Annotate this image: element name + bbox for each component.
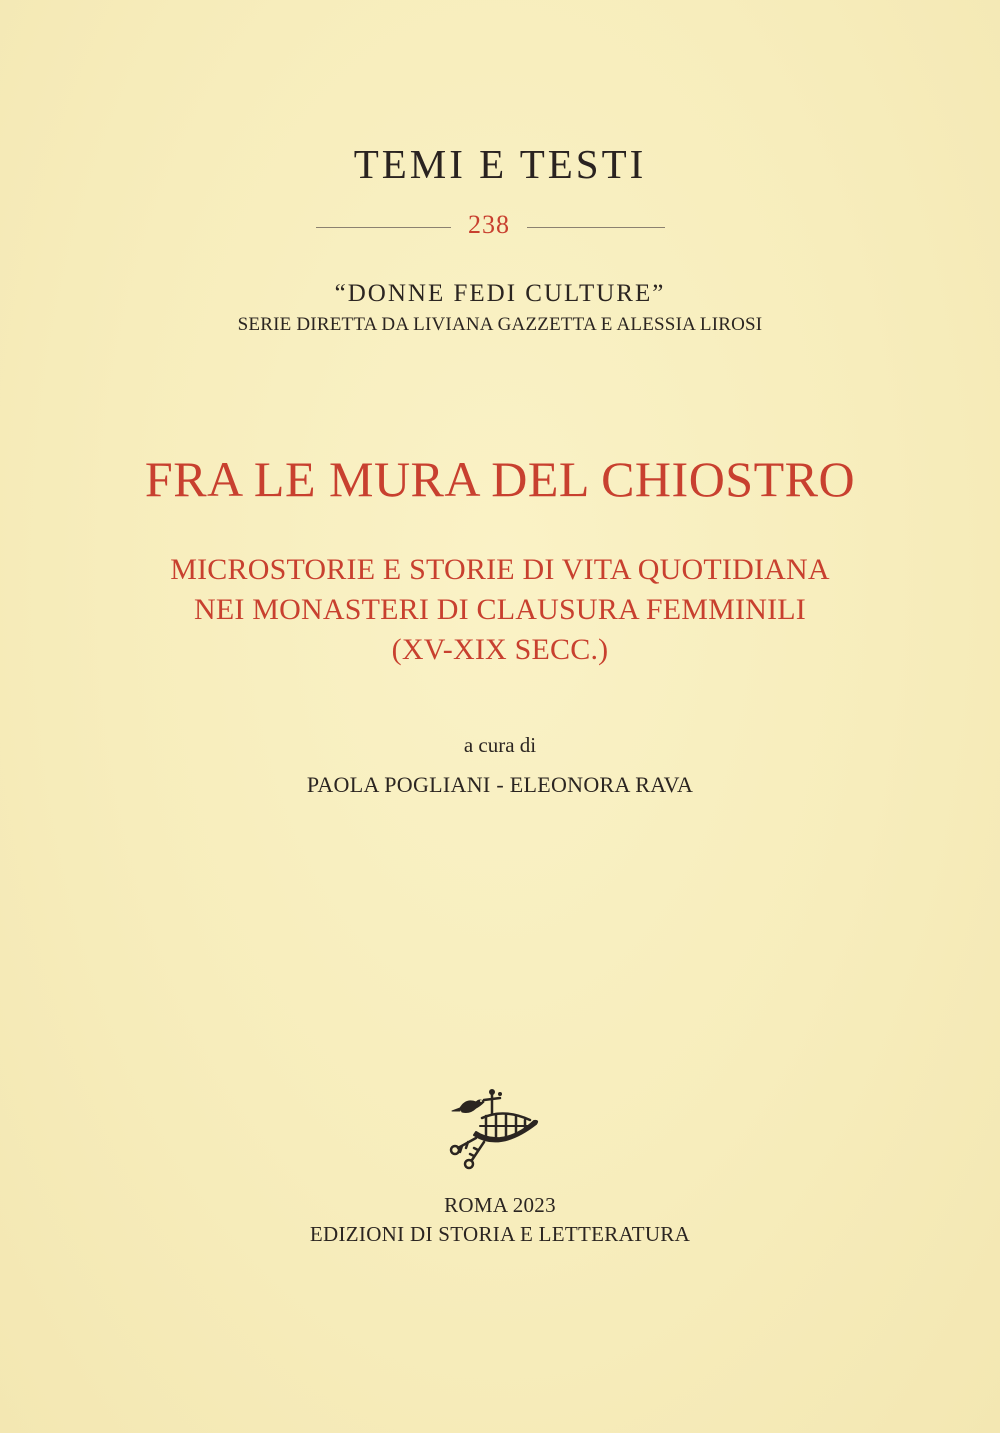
book-title: FRA LE MURA DEL CHIOSTRO <box>144 451 856 507</box>
publisher-name: EDIZIONI DI STORIA E LETTERATURA <box>309 1222 691 1246</box>
curated-by-label: a cura di <box>463 733 537 757</box>
editors: PAOLA POGLIANI - ELEONORA RAVA <box>306 772 694 797</box>
series-number-row <box>0 210 1000 246</box>
right-rule <box>527 227 665 228</box>
left-rule <box>316 227 451 228</box>
series-title: TEMI E TESTI <box>353 141 647 187</box>
place-and-year: ROMA 2023 <box>444 1193 556 1217</box>
subseries-title: “DONNE FEDI CULTURE” <box>334 280 666 307</box>
subseries-directors: SERIE DIRETTA DA LIVIANA GAZZETTA E ALESSIA LIROSI <box>237 314 763 335</box>
subtitle-line-3: (XV-XIX SECC.) <box>391 633 609 666</box>
subtitle-line-1: MICROSTORIE E STORIE DI VITA QUOTIDIANA <box>170 553 830 586</box>
series-number: 238 <box>468 210 510 239</box>
subtitle-line-2: NEI MONASTERI DI CLAUSURA FEMMINILI <box>194 593 806 626</box>
bird-boat-emblem-icon <box>440 1080 550 1175</box>
